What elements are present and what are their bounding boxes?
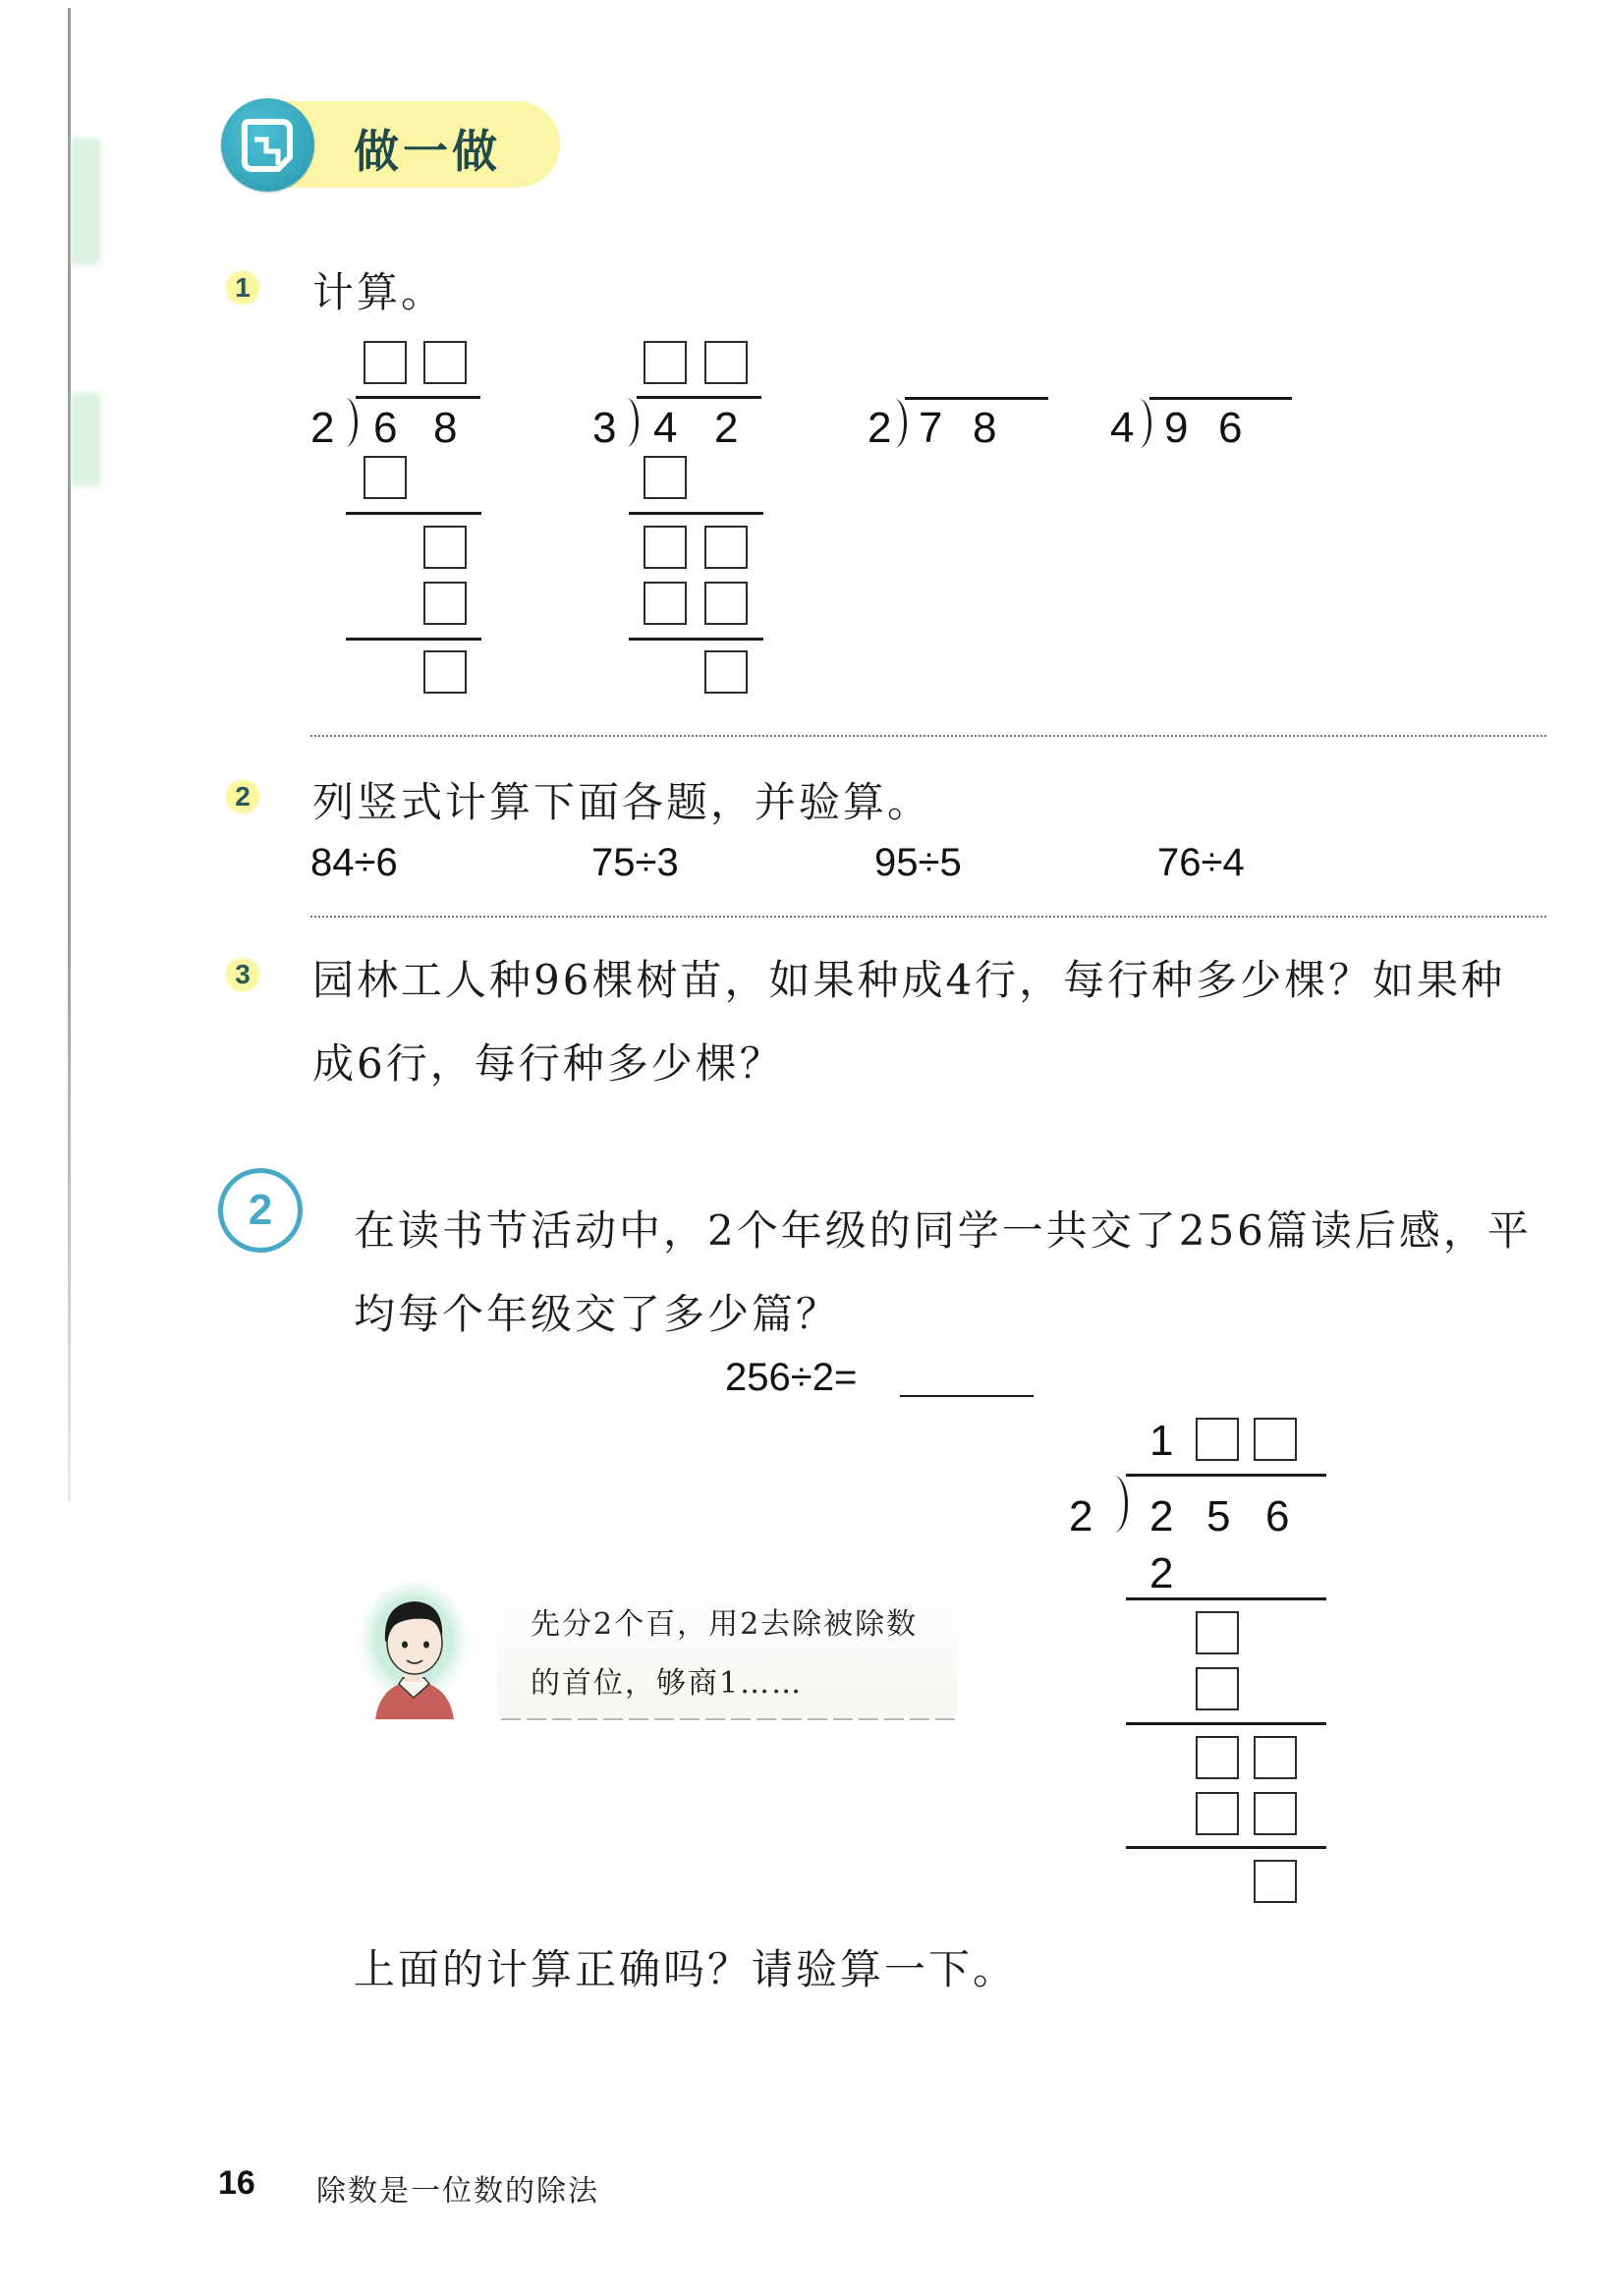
- subtraction-line: [346, 512, 481, 515]
- dividend-digit: 6: [1218, 404, 1243, 452]
- dividend-digit: 8: [973, 404, 997, 452]
- chapter-title: 除数是一位数的除法: [316, 2174, 599, 2209]
- speech-line2: 的首位，够商1……: [531, 1666, 804, 1701]
- answer-box[interactable]: [644, 526, 687, 569]
- divisor: 2: [1069, 1492, 1093, 1540]
- bubble-divider: [501, 1718, 955, 1720]
- division-bar: [356, 396, 480, 399]
- dotted-divider: [310, 735, 1546, 737]
- product-digit: 2: [1149, 1549, 1174, 1597]
- dividend-digit: 6: [1265, 1492, 1290, 1540]
- exercise-prompt: 计算。: [312, 268, 446, 316]
- answer-box[interactable]: [704, 341, 748, 384]
- division-bar: [1126, 1474, 1326, 1477]
- answer-box[interactable]: [423, 341, 467, 384]
- divisor: 3: [592, 404, 617, 452]
- answer-box[interactable]: [1196, 1611, 1239, 1654]
- division-bracket: [1114, 1476, 1128, 1533]
- page-edge-tint: [71, 393, 100, 486]
- notebook-corner-icon: [221, 98, 314, 192]
- exercise-number-badge: 1: [225, 270, 260, 306]
- subtraction-line: [1126, 1722, 1326, 1725]
- exercise-prompt-line1: 园林工人种96棵树苗，如果种成4行，每行种多少棵？如果种: [312, 956, 1506, 1004]
- section-title: 做一做: [354, 125, 501, 178]
- answer-box[interactable]: [704, 582, 748, 625]
- answer-box[interactable]: [1254, 1736, 1297, 1779]
- answer-box[interactable]: [644, 341, 687, 384]
- exercise-prompt: 列竖式计算下面各题，并验算。: [312, 778, 932, 826]
- example-problem-line2: 均每个年级交了多少篇？: [354, 1290, 841, 1338]
- answer-box[interactable]: [423, 526, 467, 569]
- dividend-digit: 6: [373, 404, 398, 452]
- exercise-number-badge: 3: [225, 957, 260, 992]
- answer-box[interactable]: [1196, 1418, 1239, 1461]
- division-bar: [1149, 397, 1292, 400]
- subtraction-line: [629, 638, 763, 641]
- answer-box[interactable]: [1196, 1792, 1239, 1835]
- division-bar: [905, 397, 1048, 400]
- problem-item: 76÷4: [1157, 841, 1245, 884]
- divisor: 2: [868, 404, 892, 452]
- speech-line1: 先分2个百，用2去除被除数: [531, 1607, 919, 1642]
- exercise-prompt-line2: 成6行，每行种多少棵？: [312, 1039, 784, 1088]
- dividend-digit: 7: [919, 404, 943, 452]
- dividend-digit: 4: [653, 404, 678, 452]
- answer-box[interactable]: [1254, 1418, 1297, 1461]
- answer-box[interactable]: [1196, 1667, 1239, 1710]
- answer-blank[interactable]: [900, 1395, 1034, 1397]
- dividend-digit: 2: [1149, 1492, 1174, 1540]
- answer-box[interactable]: [423, 650, 467, 694]
- problem-item: 84÷6: [310, 841, 398, 884]
- example-problem-line1: 在读书节活动中，2个年级的同学一共交了256篇读后感，平: [354, 1206, 1532, 1255]
- division-bracket: [893, 399, 907, 448]
- dividend-digit: 2: [714, 404, 739, 452]
- answer-box[interactable]: [644, 456, 687, 499]
- divisor: 4: [1110, 404, 1135, 452]
- answer-box[interactable]: [704, 650, 748, 694]
- answer-box[interactable]: [704, 526, 748, 569]
- divisor: 2: [310, 404, 335, 452]
- subtraction-line: [629, 512, 763, 515]
- dividend-digit: 9: [1164, 404, 1189, 452]
- problem-item: 75÷3: [591, 841, 679, 884]
- problem-item: 95÷5: [874, 841, 962, 884]
- answer-box[interactable]: [364, 341, 407, 384]
- dividend-digit: 5: [1206, 1492, 1231, 1540]
- answer-box[interactable]: [364, 456, 407, 499]
- answer-box[interactable]: [1254, 1792, 1297, 1835]
- quotient-digit: 1: [1149, 1417, 1174, 1465]
- answer-box[interactable]: [423, 582, 467, 625]
- division-bar: [637, 396, 761, 399]
- subtraction-line: [346, 638, 481, 641]
- exercise-number-badge: 2: [225, 779, 260, 814]
- answer-box[interactable]: [644, 582, 687, 625]
- followup-question: 上面的计算正确吗？请验算一下。: [354, 1945, 1018, 1993]
- division-bracket: [344, 398, 358, 447]
- dividend-digit: 8: [433, 404, 458, 452]
- equation: 256÷2=: [725, 1356, 858, 1399]
- student-avatar: [356, 1582, 472, 1719]
- dotted-divider: [310, 916, 1546, 918]
- page-edge-tint: [71, 138, 100, 265]
- subtraction-line: [1126, 1597, 1326, 1600]
- answer-box[interactable]: [1254, 1860, 1297, 1903]
- division-bracket: [1138, 399, 1151, 448]
- division-bracket: [625, 398, 639, 447]
- subtraction-line: [1126, 1846, 1326, 1849]
- answer-box[interactable]: [1196, 1736, 1239, 1779]
- example-number-badge: 2: [218, 1168, 303, 1253]
- page-number: 16: [218, 2164, 255, 2202]
